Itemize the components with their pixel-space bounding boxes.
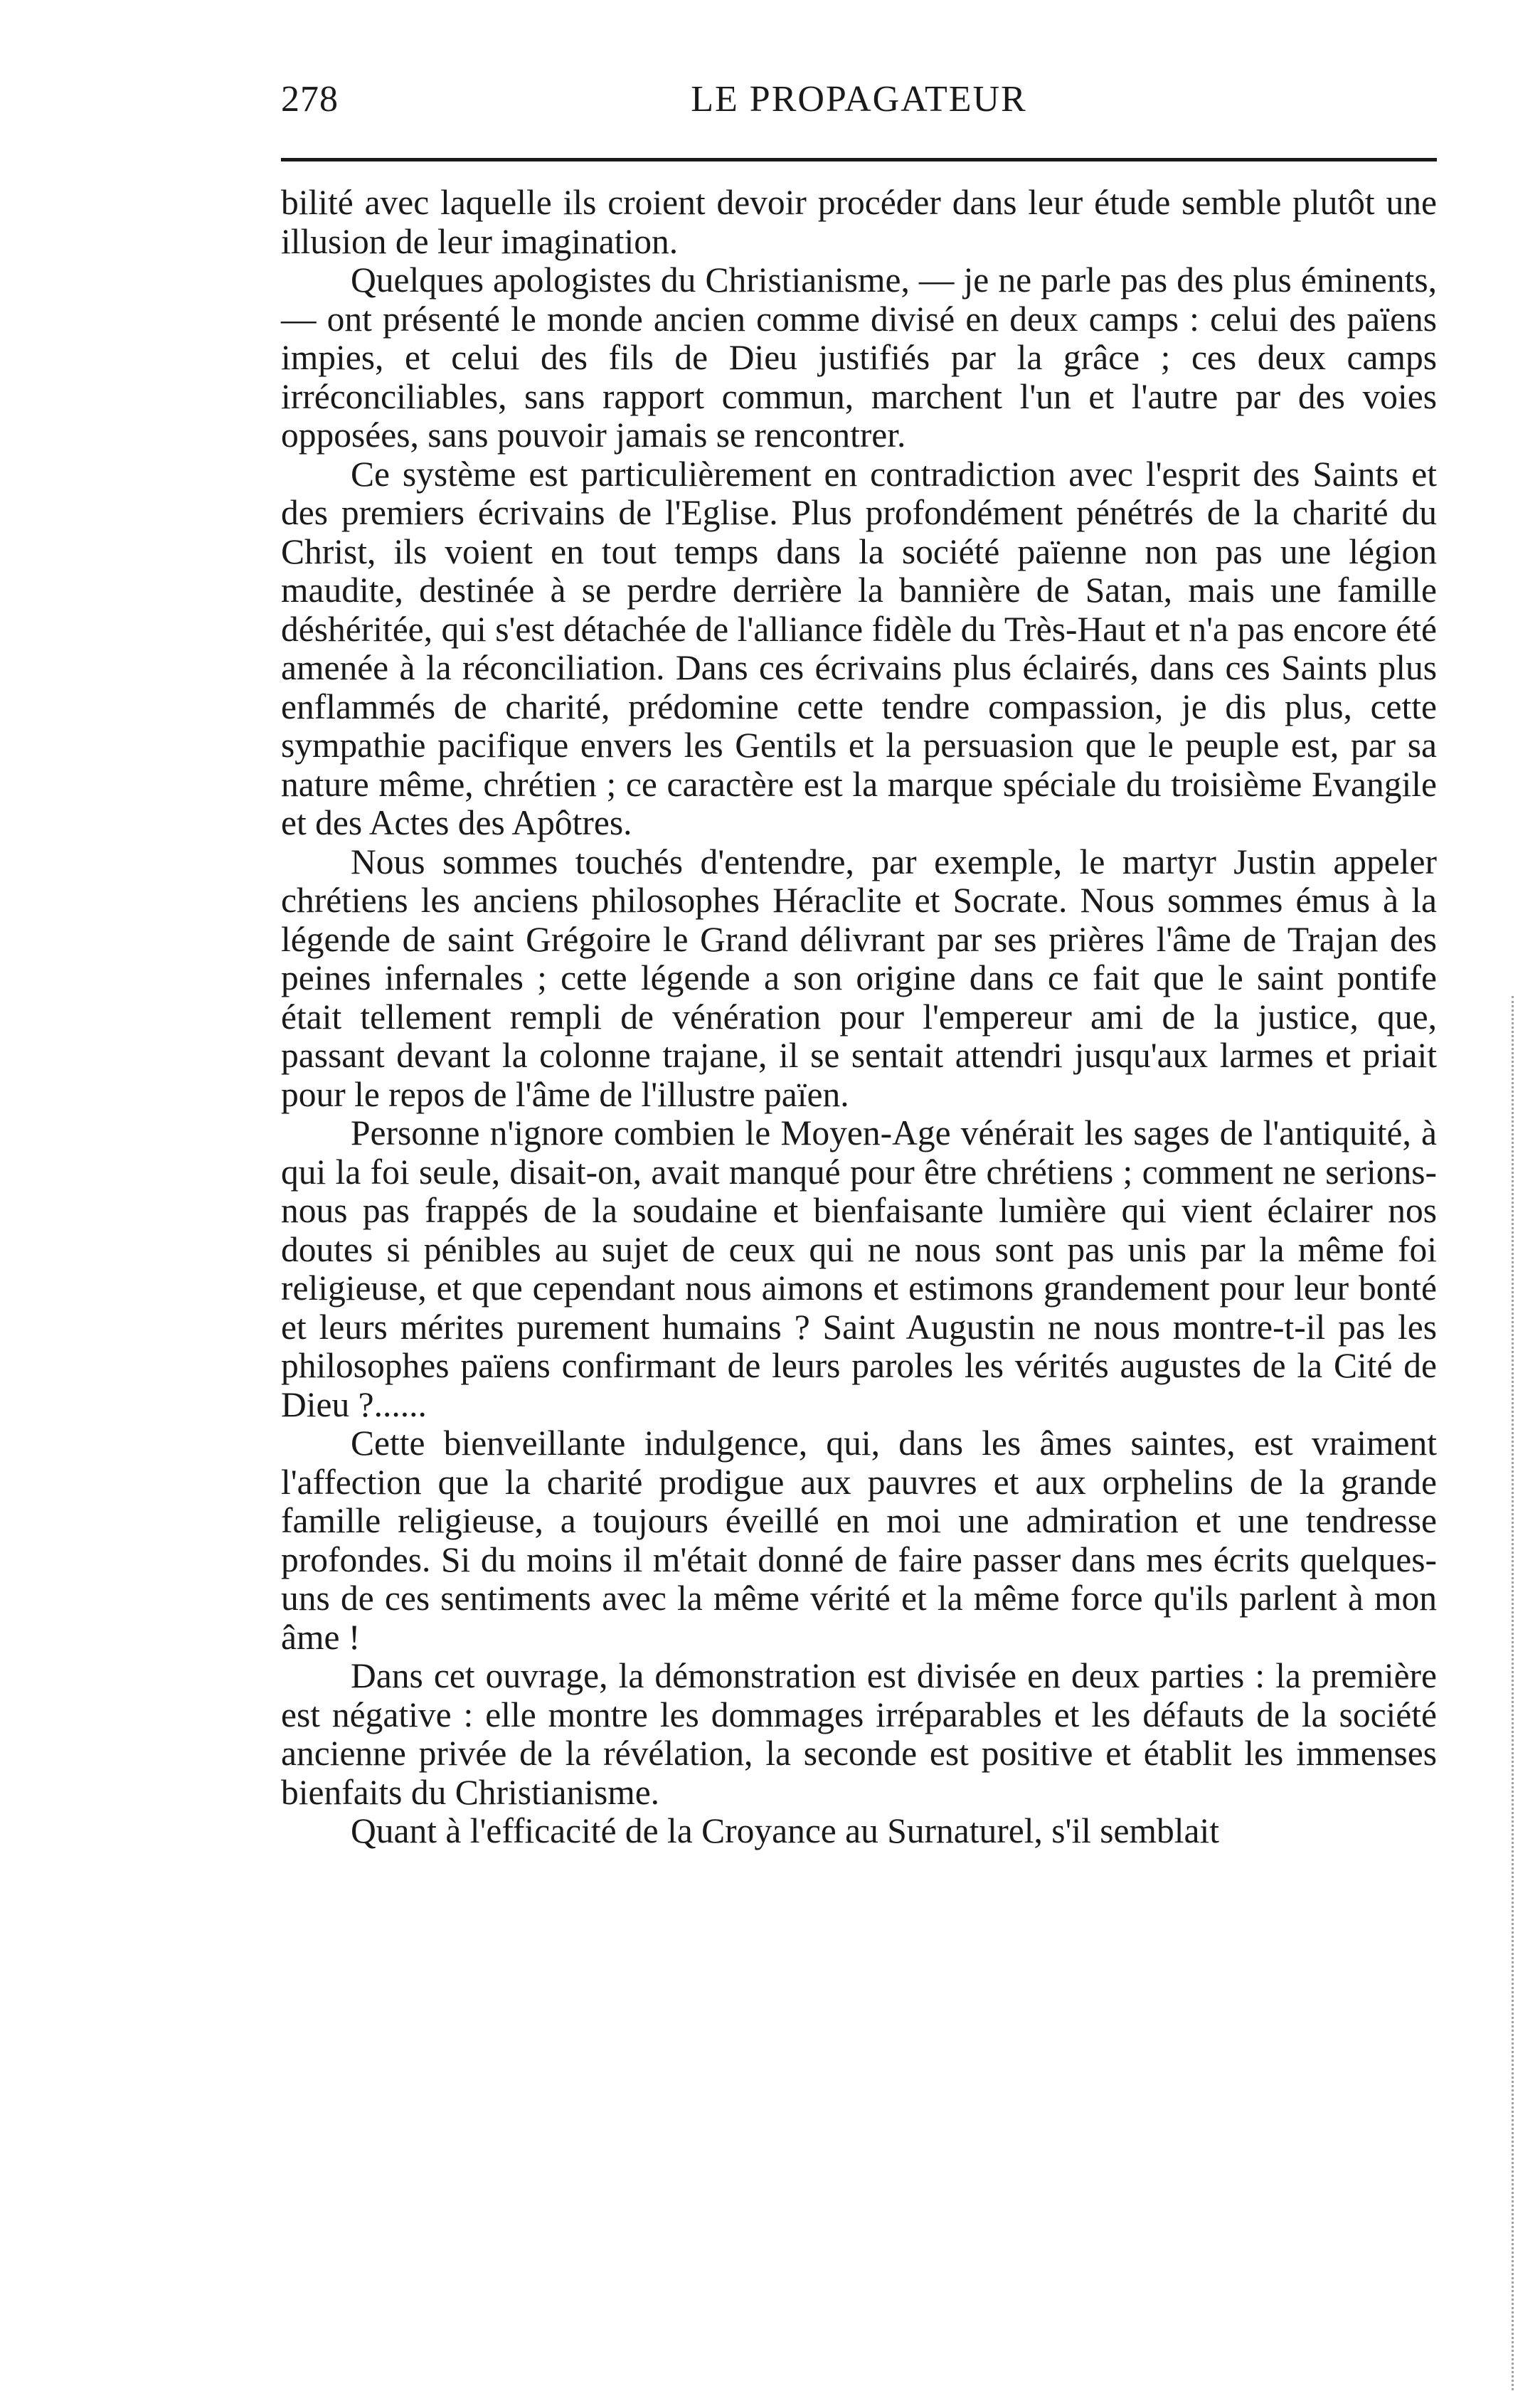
paragraph: Personne n'ignore combien le Moyen-Age vénérait les sages de l'antiquité, à qui la foi seule, disait-on, avait manqué pour être chrétiens ; comment ne serions-nous pas frappés de la soudaine et bienfaisante lumière qui vient éclairer nos doutes si pénibles au sujet de ceux qui ne nous sont pas unis par la même foi religieuse, et que cependant nous aimons et estimons grandement pour leur bonté et leurs mérites purement humains ? Saint Augustin ne nous montre-t-il pas les philosophes païens confirmant de leurs paroles les vérités augustes de la Cité de Dieu ?...... (281, 1113, 1437, 1424)
paragraph: Ce système est particulièrement en contradiction avec l'esprit des Saints et des premiers écrivains de l'Eglise. Plus profondément pénétrés de la charité du Christ, ils voient en tout temps dans la société païenne non pas une légion maudite, destinée à se perdre derrière la bannière de Satan, mais une famille déshéritée, qui s'est détachée de l'alliance fidèle du Très-Haut et n'a pas encore été amenée à la réconciliation. Dans ces écrivains plus éclairés, dans ces Saints plus enflammés de charité, prédomine cette tendre compassion, je dis plus, cette sympathie pacifique envers les Gentils et la persuasion que le peuple est, par sa nature même, chrétien ; ce caractère est la marque spéciale du troisième Evangile et des Actes des Apôtres. (281, 454, 1437, 842)
running-title: LE PROPAGATEUR (691, 79, 1027, 120)
header-rule (281, 158, 1437, 161)
paragraph: Nous sommes touchés d'entendre, par exemple, le martyr Justin appeler chrétiens les anciens philosophes Héraclite et Socrate. Nous sommes émus à la légende de saint Grégoire le Grand délivrant par ses prières l'âme de Trajan des peines infernales ; cette légende a son origine dans ce fait que le saint pontife était tellement rempli de vénération pour l'empereur ami de la justice, que, passant devant la colonne trajane, il se sentait attendri jusqu'aux larmes et priait pour le repos de l'âme de l'illustre païen. (281, 842, 1437, 1114)
paragraph: Quelques apologistes du Christianisme, — je ne parle pas des plus éminents, — ont présenté le monde ancien comme divisé en deux camps : celui des païens impies, et celui des fils de Dieu justifiés par la grâce ; ces deux camps irréconciliables, sans rapport commun, marchent l'un et l'autre par des voies opposées, sans pouvoir jamais se rencontrer. (281, 260, 1437, 455)
paragraph: Dans cet ouvrage, la démonstration est divisée en deux parties : la première est négative : elle montre les dommages irréparables et les défauts de la société ancienne privée de la révélation, la seconde est positive et établit les immenses bienfaits du Christianisme. (281, 1656, 1437, 1812)
page-header (281, 71, 1437, 128)
body-text (281, 184, 1437, 1851)
page-edge-marks (1512, 996, 1524, 2390)
paragraph: bilité avec laquelle ils croient devoir procéder dans leur étude semble plutôt une illusion de leur imagination. (281, 183, 1437, 261)
paragraph: Quant à l'efficacité de la Croyance au Surnaturel, s'il semblait (351, 1811, 1219, 1850)
paragraph: Cette bienveillante indulgence, qui, dans les âmes saintes, est vraiment l'affection que la charité prodigue aux pauvres et aux orphelins de la grande famille religieuse, a toujours éveillé en moi une admiration et une tendresse profondes. Si du moins il m'était donné de faire passer dans mes écrits quelques-uns de ces sentiments avec la même vérité et la même force qu'ils parlent à mon âme ! (281, 1424, 1437, 1657)
page-number: 278 (281, 79, 339, 120)
